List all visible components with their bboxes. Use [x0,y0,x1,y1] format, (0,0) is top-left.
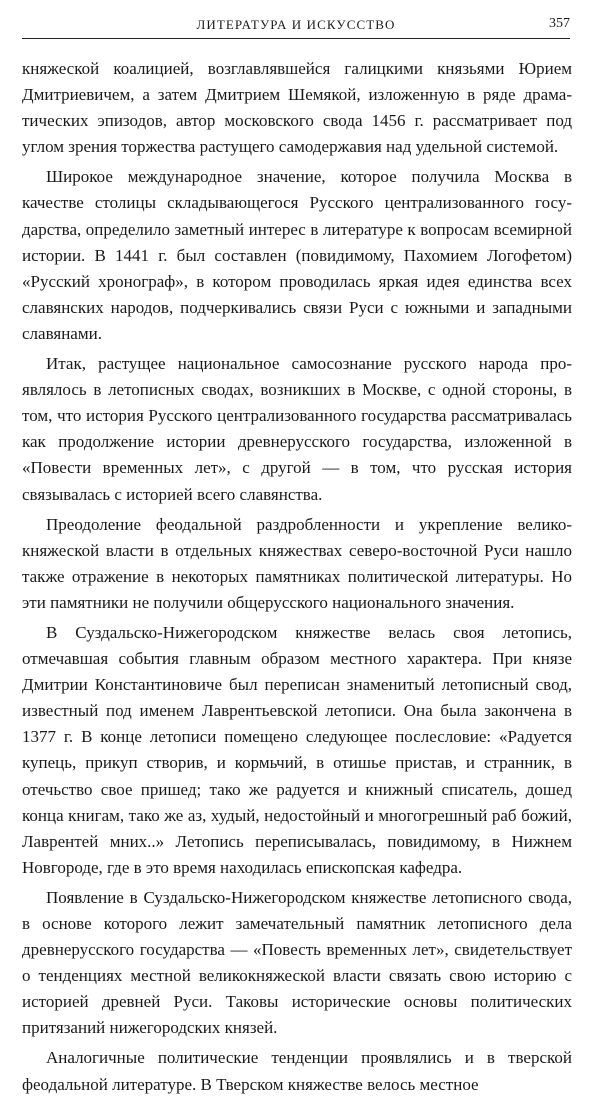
running-title: ЛИТЕРАТУРА И ИСКУССТВО [196,17,396,32]
paragraph-national-consciousness: Итак, растущее национальное самосознание русского народа проявлялось в летописных сводах, возникших в Москве, с одной стороны, в том, что история Русского централизованного государства рассматривалась как продолжение истории древнерусского государства, изложенной в «Повести временных лет», с другой — в том, что русская история связывалась с историей всего славянства. [22,354,572,504]
running-head [22,14,570,39]
page-number: 357 [549,16,570,31]
paragraph-suzdal-chronicle: В Суздальско-Нижегородском княжестве велась своя летопись, отмечавшая события главным образом местного характера. При князе Дмитрии Константиновиче был переписан знаменитый летописный свод, известный под именем Лаврентьевской летописи. Она была закончена в 1377 г. В конце летописи помещено следующее послесловие: «Радуется купець, прикуп створив, и кормьчий, в отишье пристав, и странник, в отечьство свое пришед; тако же радуется и книжный списатель, дошед конца книгам, тако же аз, худый, недостойный и многогрешный раб божий, Лаврентей мних..» Летопись переписывалась, повидимому, в Нижнем Новгороде, где в это время находилась епископская кафедра. [22,622,572,877]
paragraph-suzdal-codex: Появление в Суздальско-Нижегородском княжестве летописного свода, в основе которого лежит замечательный памятник летописного дела древнерусского государства — «Повесть временных лет», свидетельствует о тенденциях местной великокняжеской власти связать свою историю с историей древней Руси. Таковы исторические основы политических притязаний нижегородских князей. [22,887,572,1038]
body-text [22,56,572,1102]
paragraph-tver-literature: Аналогичные политические тенденции проявлялись и в тверской феодальной литературе. В Тверском княжестве велось местное [22,1048,572,1094]
paragraph-chronograph: Широкое международное значение, которое получила Москва в качестве столицы складывающегося Русского централизованного государства, определило заметный интерес в литературе к вопросам всемирной истории. В 1441 г. был составлен (повидимому, Пахомием Логофетом) «Русский хронограф», в котором проводилась яркая идея единства всех славянских народов, подчеркивались связи Руси с южными и западными славянами. [22,167,572,343]
paragraph-feudal-fragmentation: Преодоление феодальной раздробленности и укрепление великокняжеской власти в отдельных княжествах северо-восточной Руси нашло также отражение в некоторых памятниках политической литературы. Но эти памятники не получили общерусского национального значения. [22,514,572,612]
paragraph-continued: княжеской коалицией, возглавлявшейся галицкими князьями Юрием Дмитриевичем, а затем Дмитрием Шемякой, изложенную в ряде драматических эпизодов, автор московского свода 1456 г. рассматривает под углом зрения торжества растущего самодержавия над удельной системой. [22,59,572,157]
